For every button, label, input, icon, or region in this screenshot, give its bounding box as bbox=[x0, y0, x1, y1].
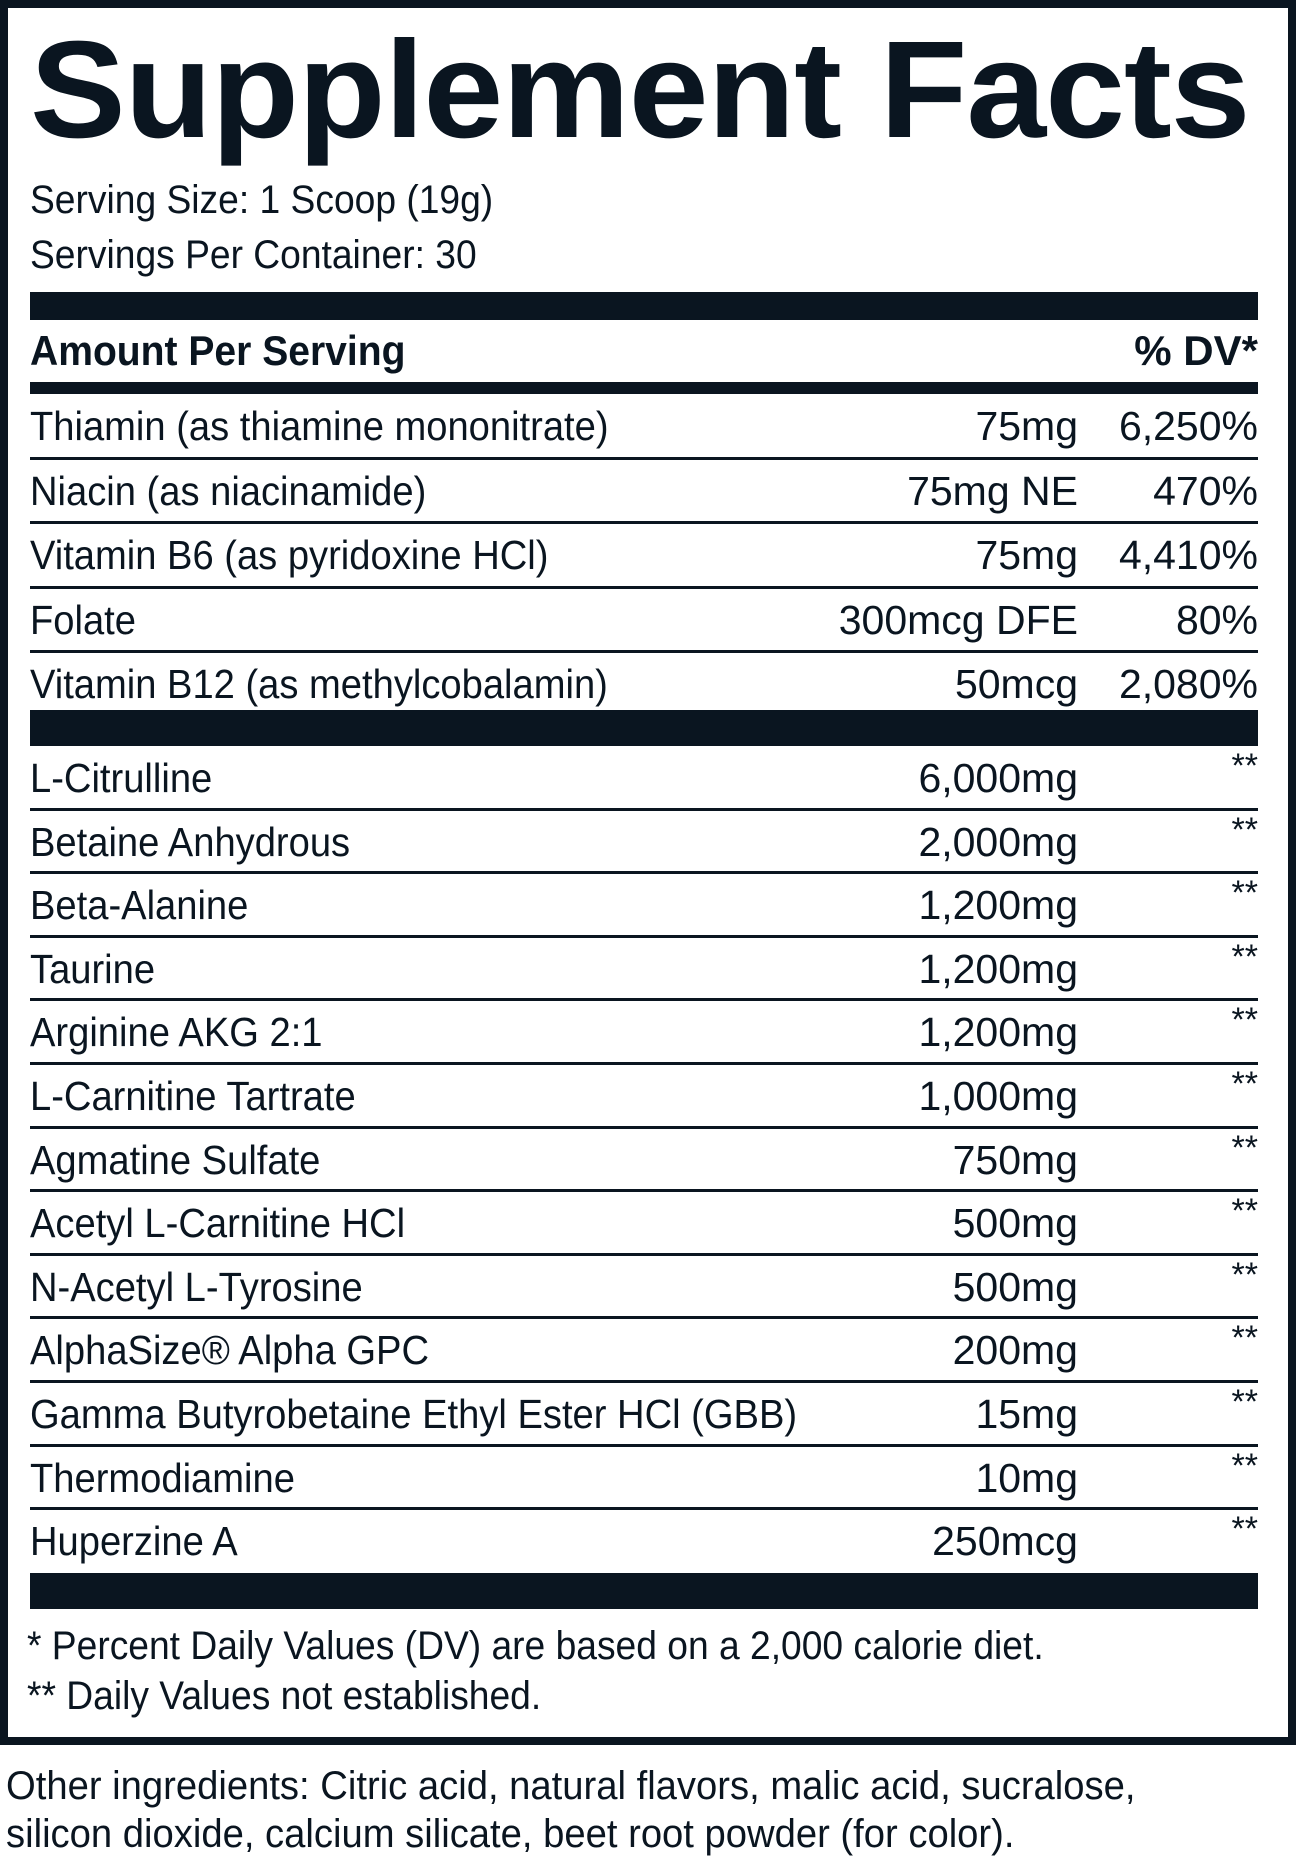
ingredient-name: Niacin (as niacinamide) bbox=[30, 467, 427, 514]
ingredient-name: Arginine AKG 2:1 bbox=[30, 1009, 323, 1056]
ingredient-amount: 15mg bbox=[975, 1391, 1078, 1437]
table-row bbox=[30, 652, 1258, 716]
ingredient-dv: ** bbox=[1231, 1510, 1258, 1549]
table-row bbox=[30, 1064, 1258, 1128]
ingredient-dv: 2,080% bbox=[1118, 661, 1258, 707]
ingredient-amount: 1,200mg bbox=[918, 1009, 1078, 1056]
footnote-not-established: ** Daily Values not established. bbox=[27, 1674, 542, 1718]
ingredient-name: Thiamin (as thiamine mononitrate) bbox=[30, 403, 609, 449]
ingredient-amount: 250mcg bbox=[932, 1518, 1078, 1565]
table-row bbox=[30, 1318, 1258, 1382]
table-row bbox=[30, 1509, 1258, 1573]
ingredient-amount: 1,200mg bbox=[918, 945, 1078, 992]
ingredient-dv: ** bbox=[1231, 1192, 1258, 1231]
dv-label: % DV* bbox=[1134, 327, 1258, 374]
thick-divider-bottom bbox=[30, 1573, 1258, 1609]
ingredient-dv: ** bbox=[1231, 1128, 1258, 1167]
panel-title: Supplement Facts bbox=[30, 13, 1250, 167]
ingredient-name: Folate bbox=[30, 596, 136, 643]
table-row bbox=[30, 394, 1258, 458]
ingredient-dv: 6,250% bbox=[1118, 403, 1258, 449]
table-row bbox=[30, 588, 1258, 652]
ingredient-name: L-Carnitine Tartrate bbox=[30, 1073, 356, 1119]
ingredient-dv: ** bbox=[1231, 874, 1258, 913]
table-row bbox=[30, 746, 1258, 810]
ingredient-amount: 1,200mg bbox=[918, 882, 1078, 929]
ingredient-name: Thermodiamine bbox=[30, 1454, 295, 1501]
ingredient-amount: 2,000mg bbox=[918, 818, 1078, 865]
table-row bbox=[30, 1191, 1258, 1255]
ingredient-dv: ** bbox=[1231, 1001, 1258, 1040]
table-row bbox=[30, 810, 1258, 874]
ingredient-dv: ** bbox=[1231, 747, 1258, 785]
ingredient-name: Vitamin B12 (as methylcobalamin) bbox=[30, 661, 608, 707]
ingredient-dv: 80% bbox=[1175, 596, 1258, 643]
ingredient-name: Beta-Alanine bbox=[30, 882, 249, 929]
ingredient-name: Agmatine Sulfate bbox=[30, 1136, 321, 1183]
ingredient-dv: ** bbox=[1231, 937, 1258, 976]
thick-divider-middle bbox=[30, 710, 1258, 746]
ingredient-amount: 500mg bbox=[952, 1263, 1078, 1310]
ingredient-amount: 6,000mg bbox=[918, 755, 1078, 801]
ingredient-amount: 50mcg bbox=[954, 661, 1078, 707]
ingredient-name: AlphaSize® Alpha GPC bbox=[30, 1327, 430, 1374]
ingredient-name: Vitamin B6 (as pyridoxine HCl) bbox=[30, 532, 549, 578]
other-ingredients-line-1: Other ingredients: Citric acid, natural flavors, malic acid, sucralose, bbox=[6, 1764, 1136, 1808]
ingredient-name: Gamma Butyrobetaine Ethyl Ester HCl (GBB) bbox=[30, 1391, 798, 1437]
ingredient-amount: 75mg NE bbox=[907, 467, 1078, 514]
ingredient-dv: ** bbox=[1231, 1255, 1258, 1294]
table-row bbox=[30, 1255, 1258, 1319]
ingredient-dv: ** bbox=[1231, 1446, 1258, 1485]
ingredient-dv: ** bbox=[1231, 810, 1258, 849]
ingredient-amount: 75mg bbox=[975, 532, 1078, 578]
table-row bbox=[30, 873, 1258, 937]
ingredient-name: Acetyl L-Carnitine HCl bbox=[30, 1200, 406, 1247]
other-ingredients-line-2: silicon dioxide, calcium silicate, beet root powder (for color). bbox=[6, 1812, 1015, 1856]
ingredient-dv: ** bbox=[1231, 1383, 1258, 1421]
ingredient-name: L-Citrulline bbox=[30, 755, 213, 801]
ingredient-dv: 4,410% bbox=[1118, 532, 1258, 578]
amount-per-serving-label: Amount Per Serving bbox=[30, 327, 406, 374]
ingredient-amount: 300mcg DFE bbox=[838, 596, 1078, 643]
table-row bbox=[30, 523, 1258, 587]
medium-divider bbox=[30, 382, 1258, 394]
ingredient-amount: 75mg bbox=[975, 403, 1078, 449]
ingredient-dv: 470% bbox=[1153, 467, 1258, 514]
table-row bbox=[30, 1000, 1258, 1064]
ingredient-amount: 200mg bbox=[952, 1327, 1078, 1374]
ingredient-amount: 1,000mg bbox=[918, 1073, 1078, 1119]
ingredient-name: Taurine bbox=[30, 945, 156, 992]
ingredient-name: Betaine Anhydrous bbox=[30, 818, 351, 865]
table-row bbox=[30, 1128, 1258, 1192]
ingredient-name: Huperzine A bbox=[30, 1518, 238, 1565]
serving-size: Serving Size: 1 Scoop (19g) bbox=[30, 178, 494, 222]
table-row bbox=[30, 1382, 1258, 1446]
ingredient-dv: ** bbox=[1231, 1065, 1258, 1103]
table-row bbox=[30, 937, 1258, 1001]
ingredient-amount: 500mg bbox=[952, 1200, 1078, 1247]
footnote-dv: * Percent Daily Values (DV) are based on a 2,000 calorie diet. bbox=[27, 1624, 1044, 1668]
ingredient-amount: 750mg bbox=[952, 1136, 1078, 1183]
ingredient-name: N-Acetyl L-Tyrosine bbox=[30, 1263, 363, 1310]
thick-divider-top bbox=[30, 292, 1258, 320]
table-row bbox=[30, 1446, 1258, 1510]
ingredient-amount: 10mg bbox=[975, 1454, 1078, 1501]
column-header bbox=[30, 321, 1258, 381]
servings-per-container: Servings Per Container: 30 bbox=[30, 233, 477, 277]
ingredient-dv: ** bbox=[1231, 1319, 1258, 1358]
table-row bbox=[30, 459, 1258, 523]
